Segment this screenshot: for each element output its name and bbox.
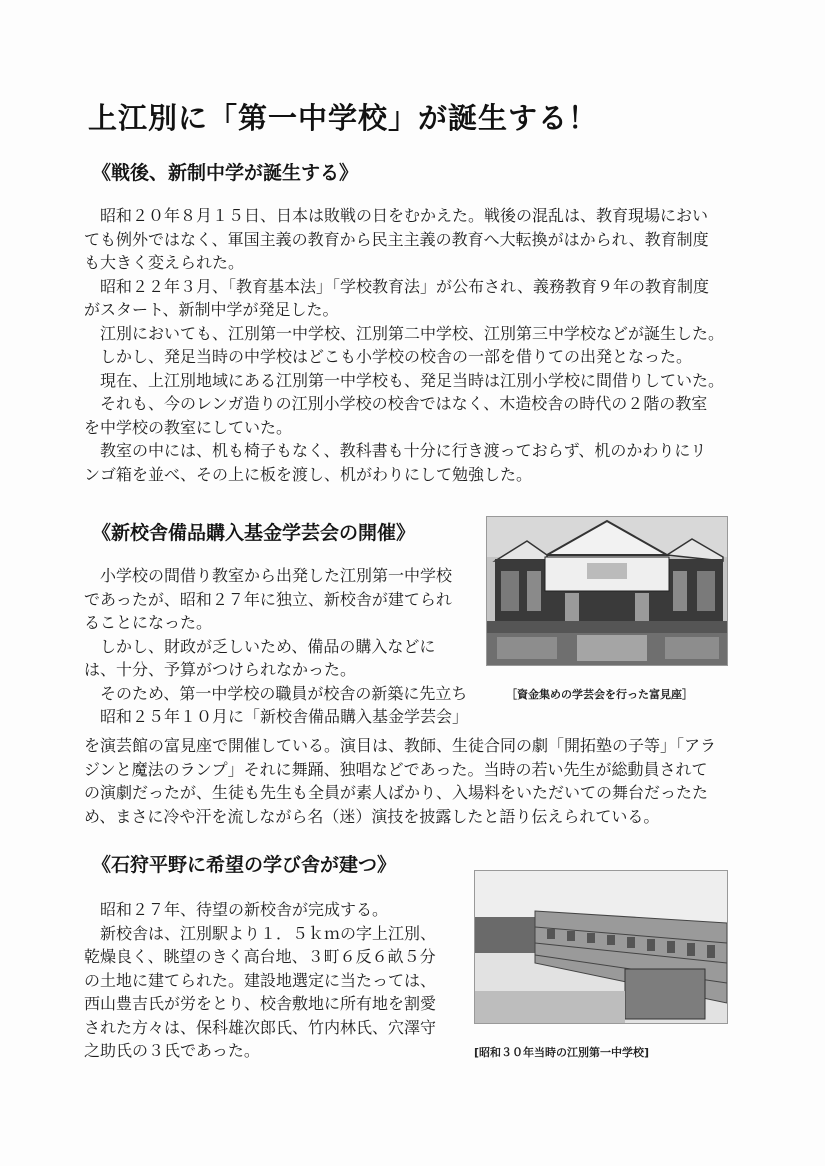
theater-photo-caption: ［資金集めの学芸会を行った富見座］	[506, 688, 693, 701]
section3-body	[84, 898, 436, 1063]
school-building-image	[475, 871, 727, 1023]
paragraph-line: であったが、昭和２７年に独立、新校舎が建てられ	[84, 589, 452, 609]
paragraph-line: された方々は、保科雄次郎氏、竹内林氏、穴澤守	[84, 1017, 437, 1037]
paragraph-line: を中学校の教室にしていた。	[84, 417, 293, 437]
paragraph-line: がスタート、新制中学が発足した。	[84, 300, 339, 319]
school-photo	[474, 870, 728, 1024]
section1-heading: 《戦後、新制中学が誕生する》	[92, 162, 359, 184]
paragraph-line: 昭和２７年、待望の新校舎が完成する。	[84, 900, 389, 919]
paragraph-line: ても例外ではなく、軍国主義の教育から民主主義の教育へ大転換がはかられ、教育制度	[84, 229, 709, 249]
paragraph-line: 新校舎は、江別駅より１．５ｋｍの字上江別、	[84, 923, 437, 943]
paragraph-line: 乾燥良く、眺望のきく高台地、３町６反６畝５分	[84, 947, 436, 966]
paragraph-line: それも、今のレンガ造りの江別小学校の校舎ではなく、木造校舎の時代の２階の教室	[84, 394, 708, 413]
paragraph-line: しかし、財政が乏しいため、備品の購入などに	[84, 636, 436, 656]
paragraph-line: め、まさに冷や汗を流しながら名（迷）演技を披露したと語り伝えられている。	[84, 806, 660, 826]
page-title: 上江別に「第一中学校」が誕生する！	[88, 101, 599, 135]
paragraph-line: 小学校の間借り教室から出発した江別第一中学校	[84, 566, 453, 585]
paragraph-line: 教室の中には、机も椅子もなく、教科書も十分に行き渡っておらず、机のかわりにリ	[84, 441, 707, 460]
school-photo-caption: [昭和３０年当時の江別第一中学校]	[474, 1046, 650, 1059]
paragraph-line: 昭和２２年３月、「教育基本法」「学校教育法」が公布され、義務教育９年の教育制度	[84, 276, 709, 296]
paragraph-line: 西山豊吉氏が労をとり、校舎敷地に所有地を割愛	[84, 994, 437, 1013]
paragraph-line: は、十分、予算がつけられなかった。	[84, 660, 357, 679]
section2-body-narrow	[84, 564, 468, 729]
section3-heading: 《石狩平野に希望の学び舎が建つ》	[92, 854, 397, 876]
section2-body-wide	[84, 734, 716, 828]
paragraph-line: そのため、第一中学校の職員が校舎の新築に先立ち	[84, 683, 468, 703]
section2-heading: 《新校舎備品購入基金学芸会の開催》	[92, 522, 416, 544]
paragraph-line: を演芸館の富見座で開催している。演目は、教師、生徒合同の劇「開拓塾の子等」「アラ	[84, 736, 717, 755]
paragraph-line: 之助氏の３氏であった。	[84, 1041, 260, 1060]
paragraph-line: 江別においても、江別第一中学校、江別第二中学校、江別第三中学校などが誕生した。	[84, 323, 725, 343]
paragraph-line: しかし、発足当時の中学校はどこも小学校の校舎の一部を借りての出発となった。	[84, 347, 693, 366]
paragraph-line: 昭和２０年８月１５日、日本は敗戦の日をむかえた。戦後の混乱は、教育現場におい	[84, 206, 709, 225]
paragraph-line: 現在、上江別地域にある江別第一中学校も、発足当時は江別小学校に間借りしていた。	[84, 370, 725, 390]
theater-photo	[486, 516, 728, 666]
paragraph-line: も大きく変えられた。	[84, 253, 245, 272]
paragraph-line: 昭和２５年１０月に「新校舎備品購入基金学芸会」	[84, 707, 469, 726]
paragraph-line: の土地に建てられた。建設地選定に当たっては、	[84, 970, 437, 990]
paragraph-line: の演劇だったが、生徒も先生も全員が素人ばかり、入場料をいただいての舞台だったた	[84, 783, 709, 802]
paragraph-line: ジンと魔法のランプ」それに舞踊、独唱などであった。当時の若い先生が総動員されて	[84, 759, 708, 779]
paragraph-line: ンゴ箱を並べ、その上に板を渡し、机がわりにして勉強した。	[84, 464, 533, 484]
paragraph-line: ることになった。	[84, 613, 213, 632]
theater-building-image	[487, 517, 727, 665]
section1-body	[84, 204, 724, 486]
